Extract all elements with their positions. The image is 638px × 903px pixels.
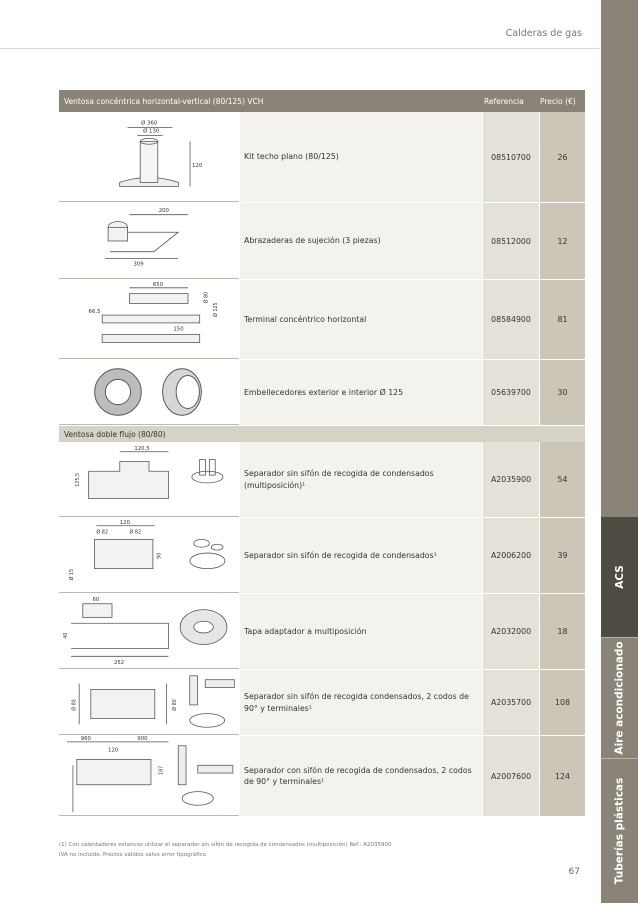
column-price: Precio (€) [540, 97, 576, 106]
dim-label: 960 [80, 736, 91, 742]
dim-label: Ø 82 [129, 529, 142, 536]
row-price: 124 [540, 736, 585, 816]
row-price: 18 [540, 594, 585, 669]
table-row [59, 518, 585, 594]
dim-label: 125,5 [74, 472, 81, 487]
product-drawing [59, 442, 239, 517]
row-reference: 08584900 [483, 280, 539, 359]
row-reference: 05639700 [483, 360, 539, 425]
row-description: Tapa adaptador a multiposición [240, 594, 482, 669]
section-sidebar [601, 0, 638, 903]
footnotes [59, 840, 391, 861]
dim-label: 309 [133, 261, 144, 268]
row-price: 12 [540, 203, 585, 279]
table-header [59, 90, 585, 112]
column-reference: Referencia [484, 97, 524, 106]
row-price: 39 [540, 518, 585, 593]
dim-label: 650 [152, 281, 164, 288]
row-price: 54 [540, 442, 585, 517]
sidebar-tab-label: Tuberías plásticas [613, 777, 626, 885]
row-description: Terminal concéntrico horizontal [240, 280, 482, 359]
table-row [59, 670, 585, 736]
dim-label: 90 [156, 552, 163, 559]
product-drawing [59, 594, 239, 669]
dim-label: Ø 80 [72, 699, 78, 711]
row-description: Kit techo plano (80/125) [240, 112, 482, 202]
dim-label: Ø 130 [143, 128, 160, 135]
table-row [59, 112, 585, 203]
header-title: Calderas de gas [505, 28, 582, 39]
dim-label: Ø 360 [141, 120, 158, 127]
table-row [59, 280, 585, 360]
dim-label: 200 [158, 207, 169, 214]
table-row [59, 736, 585, 817]
dim-label: 66,5 [88, 309, 101, 316]
sidebar-tab-acs[interactable] [601, 517, 638, 637]
footnote-1: (1) Con calentadores estancos utilizar el separador sin sifón de recogida de condensados (multiposición) Ref.: A2035900 [59, 842, 392, 848]
dim-label: Ø 80 [173, 699, 179, 711]
column-product: Ventosa concéntrica horizontal-vertical (80/125) VCH [64, 97, 264, 106]
dim-label: Ø 125 [213, 302, 220, 318]
dim-label: 40 [63, 632, 70, 639]
dim-label: 120,5 [134, 445, 150, 452]
row-reference: A2006200 [483, 518, 539, 593]
row-price: 30 [540, 360, 585, 425]
table-row [59, 203, 585, 280]
price-table [59, 90, 585, 817]
row-price: 81 [540, 280, 585, 359]
row-description: Embellecedores exterior e interior Ø 125 [240, 360, 482, 425]
product-drawing [59, 360, 239, 425]
dim-label: 150 [173, 326, 184, 333]
table-row [59, 594, 585, 670]
product-drawing [59, 736, 239, 816]
row-reference: A2035700 [483, 670, 539, 735]
sidebar-tab-label: Aire acondicionado [613, 641, 626, 755]
row-description: Separador sin sifón de recogida de condensados (multiposición)¹ [240, 442, 482, 517]
product-drawing [59, 518, 239, 593]
row-reference: 08510700 [483, 112, 539, 202]
footnote-2: IVA no incluido. Precios válidos salvo error tipográfico [59, 852, 207, 859]
product-drawing [59, 203, 239, 279]
dim-label: Ø 82 [96, 529, 108, 536]
header-rule [0, 48, 600, 49]
dim-label: 252 [113, 660, 125, 667]
row-description: Separador sin sifón de recogida condensados, 2 codos de 90° y terminales¹ [240, 670, 482, 735]
product-drawing [59, 112, 239, 202]
table-row [59, 360, 585, 426]
dim-label: 120 [108, 747, 119, 754]
row-price: 26 [540, 112, 585, 202]
row-reference: A2032000 [483, 594, 539, 669]
dim-label: Ø 15 [69, 568, 76, 581]
product-drawing [59, 670, 239, 735]
dim-label: Ø 80 [203, 291, 210, 304]
dim-label: 187 [158, 765, 165, 776]
row-price: 108 [540, 670, 585, 735]
dim-label: 120 [119, 519, 130, 526]
dim-label: 60 [92, 596, 100, 603]
product-drawing [59, 280, 239, 359]
sidebar-tab-tuberias[interactable] [601, 759, 638, 903]
row-description: Separador con sifón de recogida de condensados, 2 codos de 90° y terminales¹ [240, 736, 482, 816]
row-description: Separador sin sifón de recogida de condensados¹ [240, 518, 482, 593]
row-description: Abrazaderas de sujeción (3 piezas) [240, 203, 482, 279]
sidebar-tab-label: ACS [613, 565, 626, 589]
sidebar-tab-aire[interactable] [601, 638, 638, 758]
row-reference: 08512000 [483, 203, 539, 279]
dim-label: 900 [137, 736, 148, 742]
row-reference: A2007600 [483, 736, 539, 816]
table-row [59, 442, 585, 518]
row-reference: A2035900 [483, 442, 539, 517]
section-title: Ventosa doble flujo (80/80) [59, 426, 585, 442]
dim-label: 120 [192, 162, 203, 169]
page-number: 67 [568, 867, 580, 877]
